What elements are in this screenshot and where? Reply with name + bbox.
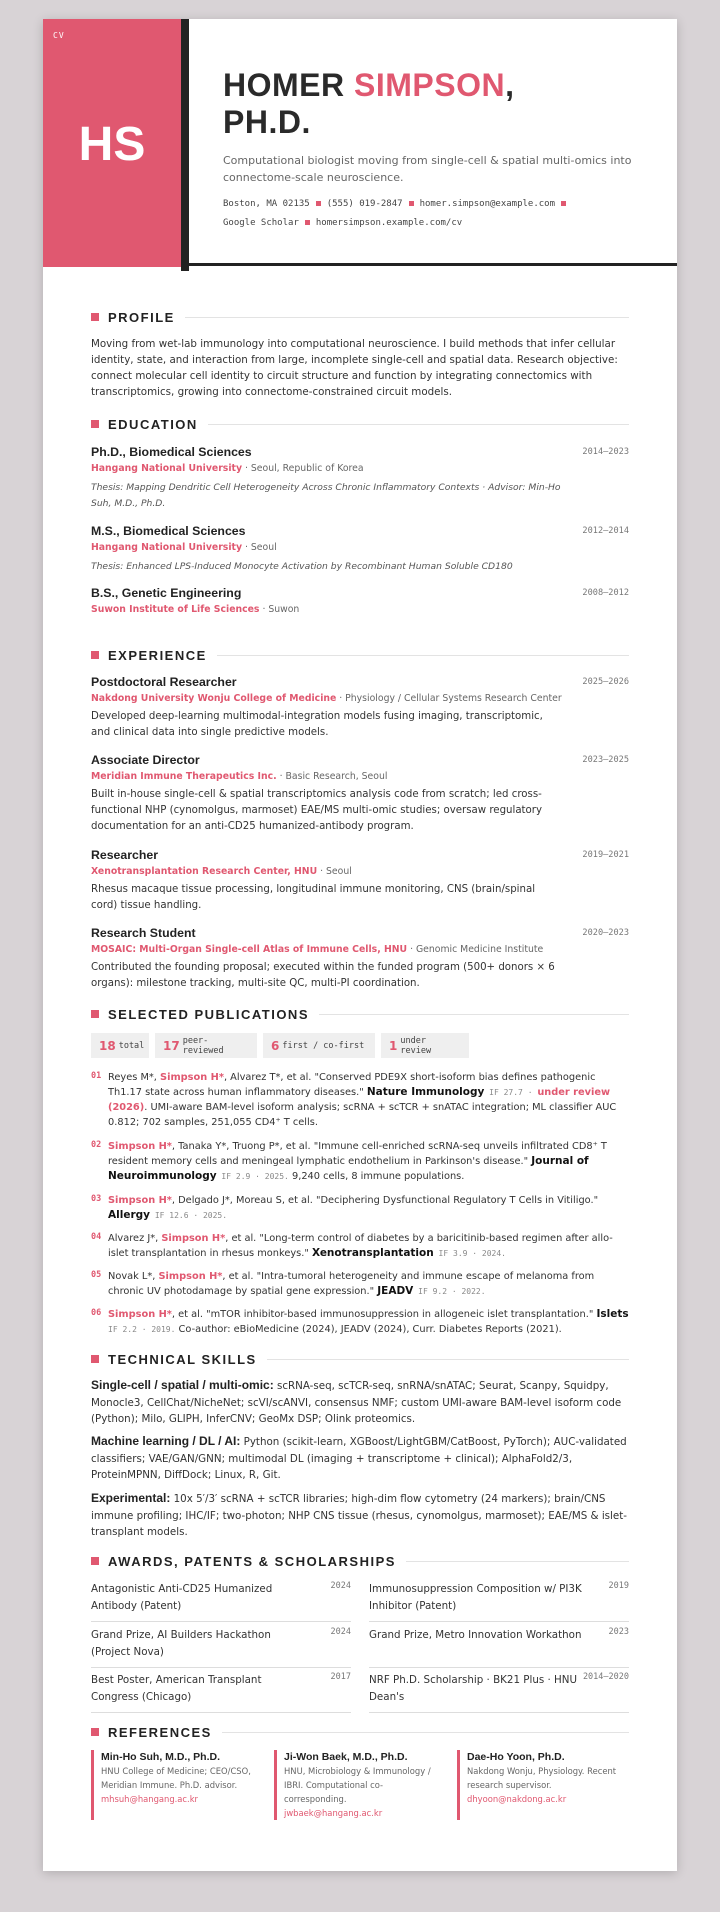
pub-self-author: Simpson H* <box>161 1233 226 1244</box>
experience-entry <box>91 848 629 914</box>
publication-number: 02 <box>91 1140 102 1150</box>
pub-meta: IF 9.2 · 2022. <box>413 1287 486 1296</box>
full-name <box>223 67 514 141</box>
pub-meta: IF 2.2 · 2019. <box>108 1325 176 1334</box>
award-title: Antagonistic Anti-CD25 Humanized Antibody (Patent) <box>91 1583 273 1612</box>
contact-address: Boston, MA 02135 <box>223 199 310 209</box>
entry-date: 2014–2023 <box>582 447 629 457</box>
entry-org-line <box>91 770 629 784</box>
entry-description: Contributed the founding proposal; executed within the funded program (500+ donors × 6 organs): milestone tracking, multi-site QC, multi-PI coordination. <box>91 962 555 989</box>
section-title: SELECTED PUBLICATIONS <box>108 1006 309 1022</box>
publication-item <box>91 1193 629 1223</box>
section-marker-icon <box>91 651 99 659</box>
entry-description: Built in-house single-cell & spatial transcriptomics analysis code from scratch; led cross-functional NHP (cynomolgus, marmoset) EAE/MS multi-omic studies; oversaw regulatory documentation for an anti-CD25 humanized-antibody program. <box>91 789 543 832</box>
award-item <box>369 1581 629 1622</box>
entry-org-line <box>91 692 629 706</box>
entry-date: 2025–2026 <box>582 677 629 687</box>
cv-tag: CV <box>53 31 65 40</box>
skill-text: Python (scikit-learn, XGBoost/LightGBM/CatBoost, PyTorch); AUC-validated classifiers; VAE/GAN/GNN; multimodal DL (imaging + transcriptome + clinical); AlphaFold2/3, ProteinMPNN, DiffDock; Linux, R, Git. <box>91 1436 627 1481</box>
pub-journal: Allergy <box>108 1209 150 1221</box>
stat-label: first / co-first <box>282 1040 365 1051</box>
monogram-box <box>43 19 181 267</box>
entry-location: · Seoul, Republic of Korea <box>242 463 364 474</box>
section-marker-icon <box>91 1557 99 1565</box>
skill-text: scRNA-seq, scTCR-seq, snRNA/snATAC; Seurat, Scanpy, Squidpy, Monocle3, CellChat/NicheNet; scVI/scANVI, consensus NMF; custom UMI-aware BAM-level isoform code (Python); Milo, GLIPH, InferCNV; GeoMx DSP; Olink proteomics. <box>91 1380 622 1425</box>
publication-citation <box>108 1231 629 1261</box>
entry-title: Postdoctoral Researcher <box>91 675 237 689</box>
skill-label: Machine learning / DL / AI: <box>91 1434 241 1448</box>
pub-journal: Nature Immunology <box>366 1086 485 1098</box>
header <box>43 19 677 267</box>
contact-scholar-link[interactable]: Google Scholar <box>223 218 299 228</box>
section-header-skills <box>91 1351 629 1367</box>
entry-location: · Basic Research, Seoul <box>276 771 388 782</box>
pub-journal: Islets <box>596 1308 629 1320</box>
section-rule <box>319 1014 629 1015</box>
pub-title: , Delgado J*, Moreau S, et al. "Deciphering Dysfunctional Regulatory T Cells in Vitiligo." <box>171 1195 599 1206</box>
contact-phone[interactable]: (555) 019-2847 <box>326 199 403 209</box>
last-name: SIMPSON <box>354 67 506 103</box>
section-title: TECHNICAL SKILLS <box>108 1351 257 1367</box>
award-year: 2023 <box>608 1627 629 1637</box>
section-header-publications <box>91 1006 629 1022</box>
contact-email[interactable]: homer.simpson@example.com <box>419 199 556 209</box>
pub-self-author: Simpson H* <box>158 1271 223 1282</box>
pub-journal: Xenotransplantation <box>312 1247 434 1259</box>
section-header-references <box>91 1724 629 1740</box>
stat-number: 17 <box>163 1038 180 1053</box>
pub-self-author: Simpson H* <box>108 1141 172 1152</box>
publication-citation <box>108 1269 629 1299</box>
section-header-awards <box>91 1553 629 1569</box>
reference-email[interactable]: dhyoon@nakdong.ac.kr <box>467 1794 567 1804</box>
section-title: EXPERIENCE <box>108 647 207 663</box>
stat-number: 18 <box>99 1038 116 1053</box>
award-year: 2019 <box>608 1581 629 1591</box>
publication-citation <box>108 1307 629 1337</box>
stat-label: under review <box>400 1035 432 1056</box>
skill-text: 10x 5′/3′ scRNA + scTCR libraries; high-dim flow cytometry (24 markers); brain/CNS immune profiling; IHC/IF; two-photon; NHP CNS tissue (rhesus, cynomolgus, marmoset); EAE/MS & islet-transplant models. <box>91 1493 627 1538</box>
section-header-education <box>91 416 629 432</box>
pub-authors: Novak L*, <box>108 1271 159 1282</box>
skill-group <box>91 1377 629 1428</box>
entry-thesis: Thesis: Mapping Dendritic Cell Heterogeneity Across Chronic Inflammatory Contexts · Advisor: Min-Ho Suh, M.D., Ph.D. <box>91 482 561 509</box>
stat-number: 1 <box>389 1038 398 1053</box>
section-rule <box>267 1359 629 1360</box>
section-marker-icon <box>91 420 99 428</box>
section-rule <box>406 1561 629 1562</box>
education-entry <box>91 445 629 512</box>
entry-org: Suwon Institute of Life Sciences <box>91 604 260 615</box>
stat-badge-first-author <box>263 1033 375 1058</box>
publication-item <box>91 1231 629 1261</box>
pub-journal: Journal of Neuroimmunology <box>108 1155 589 1182</box>
pub-note: 9,240 cells, 8 immune populations. <box>288 1171 465 1182</box>
pub-meta: IF 27.7 · <box>484 1088 538 1097</box>
pub-title: , Alvarez T*, et al. "Conserved PDE9X short-isoform bias defines pathogenic Th1.17 state across human inflammatory diseases." <box>108 1072 596 1098</box>
reference-email[interactable]: mhsuh@hangang.ac.kr <box>101 1794 198 1804</box>
publication-number: 05 <box>91 1270 102 1280</box>
pub-title: , et al. "Long-term control of diabetes by a baricitinib-based regimen after allo-islet transplantation in rhesus monkeys." <box>108 1233 613 1259</box>
entry-location: · Seoul <box>317 866 352 877</box>
section-rule <box>217 655 629 656</box>
award-title: Grand Prize, AI Builders Hackathon (Project Nova) <box>91 1629 271 1658</box>
section-marker-icon <box>91 1010 99 1018</box>
pub-self-author: Simpson H* <box>108 1195 172 1206</box>
award-item <box>369 1627 629 1668</box>
publication-item <box>91 1307 629 1337</box>
entry-thesis: Thesis: Enhanced LPS-Induced Monocyte Activation by Recombinant Human Soluble CD180 <box>91 561 513 572</box>
entry-title: Associate Director <box>91 753 200 767</box>
award-title: NRF Ph.D. Scholarship · BK21 Plus · HNU Dean's <box>369 1674 578 1703</box>
separator-square-icon <box>409 201 414 206</box>
award-item <box>91 1627 351 1668</box>
entry-date: 2023–2025 <box>582 755 629 765</box>
section-marker-icon <box>91 313 99 321</box>
section-marker-icon <box>91 1728 99 1736</box>
entry-location: · Physiology / Cellular Systems Research Center <box>336 693 562 704</box>
pub-meta: IF 12.6 · 2025. <box>150 1211 228 1220</box>
entry-org: Hangang National University <box>91 542 243 553</box>
award-item <box>91 1581 351 1622</box>
publication-number: 03 <box>91 1194 102 1204</box>
entry-title: M.S., Biomedical Sciences <box>91 524 246 538</box>
cv-page <box>43 19 677 1871</box>
award-year: 2024 <box>330 1627 351 1637</box>
entry-org: Nakdong University Wonju College of Medicine <box>91 693 337 704</box>
reference-description: Nakdong Wonju, Physiology. Recent research supervisor. <box>467 1766 617 1790</box>
reference-name: Dae-Ho Yoon, Ph.D. <box>467 1751 565 1763</box>
section-title: PROFILE <box>108 309 175 325</box>
publication-item <box>91 1070 629 1130</box>
publication-citation <box>108 1193 629 1223</box>
reference-name: Min-Ho Suh, M.D., Ph.D. <box>101 1751 220 1763</box>
entry-org-line <box>91 865 629 879</box>
section-title: EDUCATION <box>108 416 198 432</box>
reference-card <box>274 1750 444 1820</box>
publication-citation <box>108 1070 629 1130</box>
entry-org: MOSAIC: Multi-Organ Single-cell Atlas of Immune Cells, HNU <box>91 944 408 955</box>
pub-self-author: Simpson H* <box>108 1309 172 1320</box>
stat-number: 6 <box>271 1038 280 1053</box>
skill-group <box>91 1433 629 1484</box>
entry-org: Meridian Immune Therapeutics Inc. <box>91 771 277 782</box>
pub-journal: JEADV <box>377 1285 414 1297</box>
initials: HS <box>78 118 146 171</box>
references-row <box>91 1750 629 1830</box>
reference-card <box>91 1750 261 1820</box>
pub-note: Co-author: eBioMedicine (2024), JEADV (2024), Curr. Diabetes Reports (2021). <box>175 1324 562 1335</box>
award-title: Best Poster, American Transplant Congress (Chicago) <box>91 1674 262 1703</box>
reference-email[interactable]: jwbaek@hangang.ac.kr <box>284 1808 383 1818</box>
entry-description: Rhesus macaque tissue processing, longitudinal immune monitoring, CNS (brain/spinal cord) tissue handling. <box>91 884 536 911</box>
pub-status: under review (2026) <box>108 1087 611 1113</box>
entry-org-line <box>91 943 629 957</box>
award-title: Grand Prize, Metro Innovation Workathon <box>369 1629 582 1641</box>
skill-group <box>91 1490 629 1541</box>
contact-website[interactable]: homersimpson.example.com/cv <box>315 218 463 228</box>
skill-label: Single-cell / spatial / multi-omic: <box>91 1378 274 1392</box>
publication-number: 06 <box>91 1308 102 1318</box>
section-rule <box>185 317 629 318</box>
pub-title: , et al. "Intra-tumoral heterogeneity and immune escape of melanoma from chronic UV photodamage by spatial gene expression." <box>108 1271 595 1297</box>
entry-title: Research Student <box>91 926 196 940</box>
stat-label: peer-reviewed <box>182 1035 224 1056</box>
award-year: 2017 <box>330 1672 351 1682</box>
publication-item <box>91 1269 629 1299</box>
pub-meta: IF 3.9 · 2024. <box>433 1249 506 1258</box>
separator-square-icon <box>305 220 310 225</box>
entry-date: 2012–2014 <box>582 526 629 536</box>
publication-item <box>91 1139 629 1184</box>
publication-citation <box>108 1139 629 1184</box>
section-header-experience <box>91 647 629 663</box>
entry-date: 2008–2012 <box>582 588 629 598</box>
section-title: AWARDS, PATENTS & SCHOLARSHIPS <box>108 1553 396 1569</box>
header-divider <box>181 263 677 266</box>
name-suffix: , <box>505 67 515 103</box>
reference-description: HNU, Microbiology & Immunology / IBRI. Computational co-corresponding. <box>284 1766 431 1804</box>
pub-meta: IF 2.9 · 2025. <box>216 1172 289 1181</box>
stat-label: total <box>118 1040 145 1051</box>
entry-org-line <box>91 541 629 555</box>
section-header-profile <box>91 309 629 325</box>
stat-badge-total <box>91 1033 149 1058</box>
contact-info <box>223 195 633 233</box>
education-entry <box>91 586 629 617</box>
entry-org-line <box>91 462 629 476</box>
entry-description: Developed deep-learning multimodal-integration models fusing imaging, transcriptomic, and clinical data into single predictive models. <box>91 711 543 738</box>
reference-name: Ji-Won Baek, M.D., Ph.D. <box>284 1751 408 1763</box>
section-rule <box>222 1732 629 1733</box>
award-item <box>369 1672 629 1713</box>
first-name: HOMER <box>223 67 354 103</box>
pub-self-author: Simpson H* <box>160 1072 224 1083</box>
entry-org-line <box>91 603 629 617</box>
separator-square-icon <box>561 201 566 206</box>
pub-authors: Reyes M*, <box>108 1072 161 1083</box>
entry-title: Ph.D., Biomedical Sciences <box>91 445 252 459</box>
experience-entry <box>91 926 629 992</box>
header-vertical-bar <box>181 19 189 271</box>
education-entry <box>91 524 629 575</box>
reference-description: HNU College of Medicine; CEO/CSO, Meridian Immune. Ph.D. advisor. <box>101 1766 251 1790</box>
entry-date: 2020–2023 <box>582 928 629 938</box>
section-title: REFERENCES <box>108 1724 212 1740</box>
reference-card <box>457 1750 627 1820</box>
entry-org: Hangang National University <box>91 463 243 474</box>
publication-number: 01 <box>91 1071 102 1081</box>
pub-note: . UMI-aware BAM-level isoform analysis; scRNA + scTCR + snATAC integration; ML classifier AUC 0.812; 702 samples, 251,055 CD4⁺ T cells. <box>108 1102 617 1128</box>
stat-badge-under-review <box>381 1033 469 1058</box>
pub-authors: Alvarez J*, <box>108 1233 162 1244</box>
profile-text: Moving from wet-lab immunology into computational neuroscience. I build methods that infer cellular identity, state, and interaction from large, incomplete single-cell and spatial data. Research objective: connect molecular cell identity to circuit structure and function by integrating connectomics with transcriptomics, growing into connectome-constrained circuit models. <box>91 338 618 398</box>
experience-entry <box>91 753 629 835</box>
entry-title: B.S., Genetic Engineering <box>91 586 242 600</box>
award-year: 2024 <box>330 1581 351 1591</box>
entry-location: · Suwon <box>259 604 300 615</box>
separator-square-icon <box>316 201 321 206</box>
entry-date: 2019–2021 <box>582 850 629 860</box>
section-rule <box>208 424 629 425</box>
pub-title: , Tanaka Y*, Truong P*, et al. "Immune cell-enriched scRNA-seq unveils infiltrated CD8⁺ T resident memory cells and meningeal lymphatic endothelium in Parkinson's disease." <box>108 1141 607 1167</box>
pub-title: , et al. "mTOR inhibitor-based immunosuppression in allogeneic islet transplantation." <box>171 1309 597 1320</box>
tagline: Computational biologist moving from single-cell & spatial multi-omics into connectome-scale neuroscience. <box>223 154 632 184</box>
skill-label: Experimental: <box>91 1491 171 1505</box>
experience-entry <box>91 675 629 741</box>
entry-title: Researcher <box>91 848 158 862</box>
section-marker-icon <box>91 1355 99 1363</box>
award-year: 2014–2020 <box>582 1672 629 1682</box>
publication-number: 04 <box>91 1232 102 1242</box>
entry-org: Xenotransplantation Research Center, HNU <box>91 866 318 877</box>
stat-badge-peer-reviewed <box>155 1033 257 1058</box>
entry-location: · Genomic Medicine Institute <box>407 944 544 955</box>
entry-location: · Seoul <box>242 542 277 553</box>
award-item <box>91 1672 351 1713</box>
award-title: Immunosuppression Composition w/ PI3K Inhibitor (Patent) <box>369 1583 582 1612</box>
degree: PH.D. <box>223 104 311 140</box>
